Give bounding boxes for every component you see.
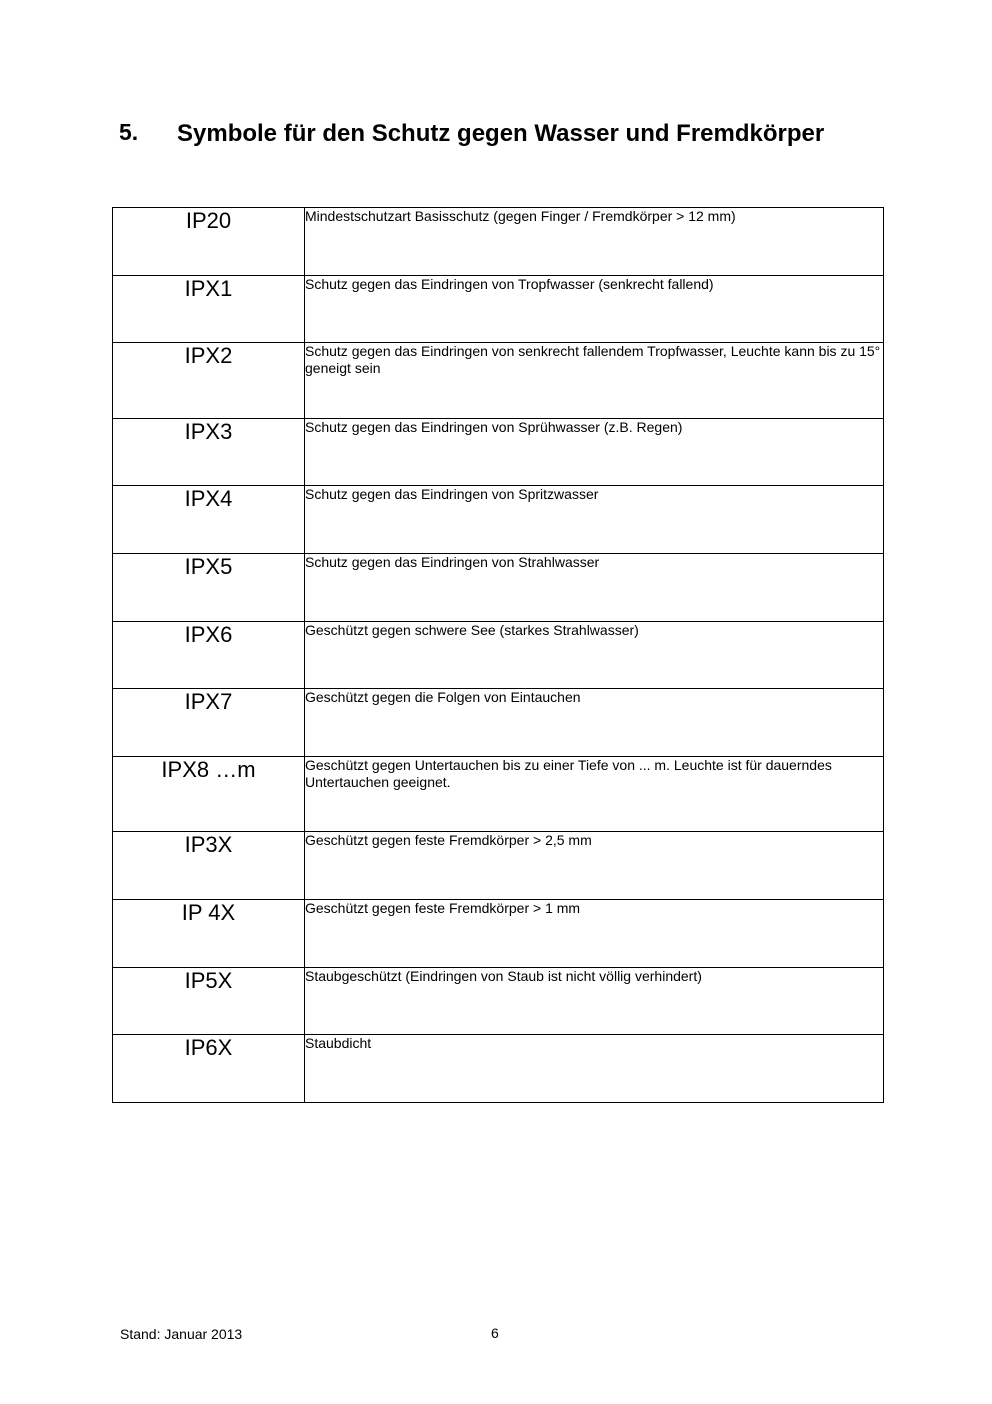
table-row <box>113 554 884 622</box>
ip-description: Geschützt gegen schwere See (starkes Strahlwasser) <box>305 622 884 689</box>
ip-description: Schutz gegen das Eindringen von senkrecht fallendem Tropfwasser, Leuchte kann bis zu 15° geneigt sein <box>305 343 884 419</box>
ip-description: Geschützt gegen Untertauchen bis zu einer Tiefe von ... m. Leuchte ist für dauerndes Untertauchen geeignet. <box>305 757 884 832</box>
ip-description: Geschützt gegen feste Fremdkörper > 1 mm <box>305 900 884 968</box>
ip-description: Schutz gegen das Eindringen von Tropfwasser (senkrecht fallend) <box>305 276 884 343</box>
ip-code: IPX7 <box>113 689 305 757</box>
ip-description: Staubdicht <box>305 1035 884 1103</box>
ip-description: Schutz gegen das Eindringen von Strahlwasser <box>305 554 884 622</box>
table-row <box>113 1035 884 1103</box>
ip-protection-table <box>112 207 884 1103</box>
ip-code: IP3X <box>113 832 305 900</box>
ip-code: IPX4 <box>113 486 305 554</box>
table-row <box>113 832 884 900</box>
table-row <box>113 486 884 554</box>
ip-code: IP 4X <box>113 900 305 968</box>
ip-description: Mindestschutzart Basisschutz (gegen Finger / Fremdkörper > 12 mm) <box>305 208 884 276</box>
ip-code: IPX1 <box>113 276 305 343</box>
ip-code: IPX2 <box>113 343 305 419</box>
table-row <box>113 757 884 832</box>
table-row <box>113 276 884 343</box>
ip-code: IPX3 <box>113 419 305 486</box>
ip-code: IP5X <box>113 968 305 1035</box>
page-number: 6 <box>491 1325 499 1341</box>
table-row <box>113 419 884 486</box>
section-number: 5. <box>119 119 139 145</box>
table-row <box>113 689 884 757</box>
ip-description: Staubgeschützt (Eindringen von Staub ist nicht völlig verhindert) <box>305 968 884 1035</box>
ip-description: Geschützt gegen die Folgen von Eintauchen <box>305 689 884 757</box>
table-row <box>113 208 884 276</box>
table-row <box>113 343 884 419</box>
ip-code: IP20 <box>113 208 305 276</box>
ip-code: IPX8 …m <box>113 757 305 832</box>
ip-description: Schutz gegen das Eindringen von Spritzwasser <box>305 486 884 554</box>
ip-code: IP6X <box>113 1035 305 1103</box>
footer-date: Stand: Januar 2013 <box>120 1326 243 1342</box>
ip-description: Geschützt gegen feste Fremdkörper > 2,5 mm <box>305 832 884 900</box>
page-title: Symbole für den Schutz gegen Wasser und Fremdkörper <box>177 120 825 147</box>
table-row <box>113 900 884 968</box>
table-row <box>113 622 884 689</box>
ip-code: IPX5 <box>113 554 305 622</box>
ip-description: Schutz gegen das Eindringen von Sprühwasser (z.B. Regen) <box>305 419 884 486</box>
table-row <box>113 968 884 1035</box>
ip-code: IPX6 <box>113 622 305 689</box>
